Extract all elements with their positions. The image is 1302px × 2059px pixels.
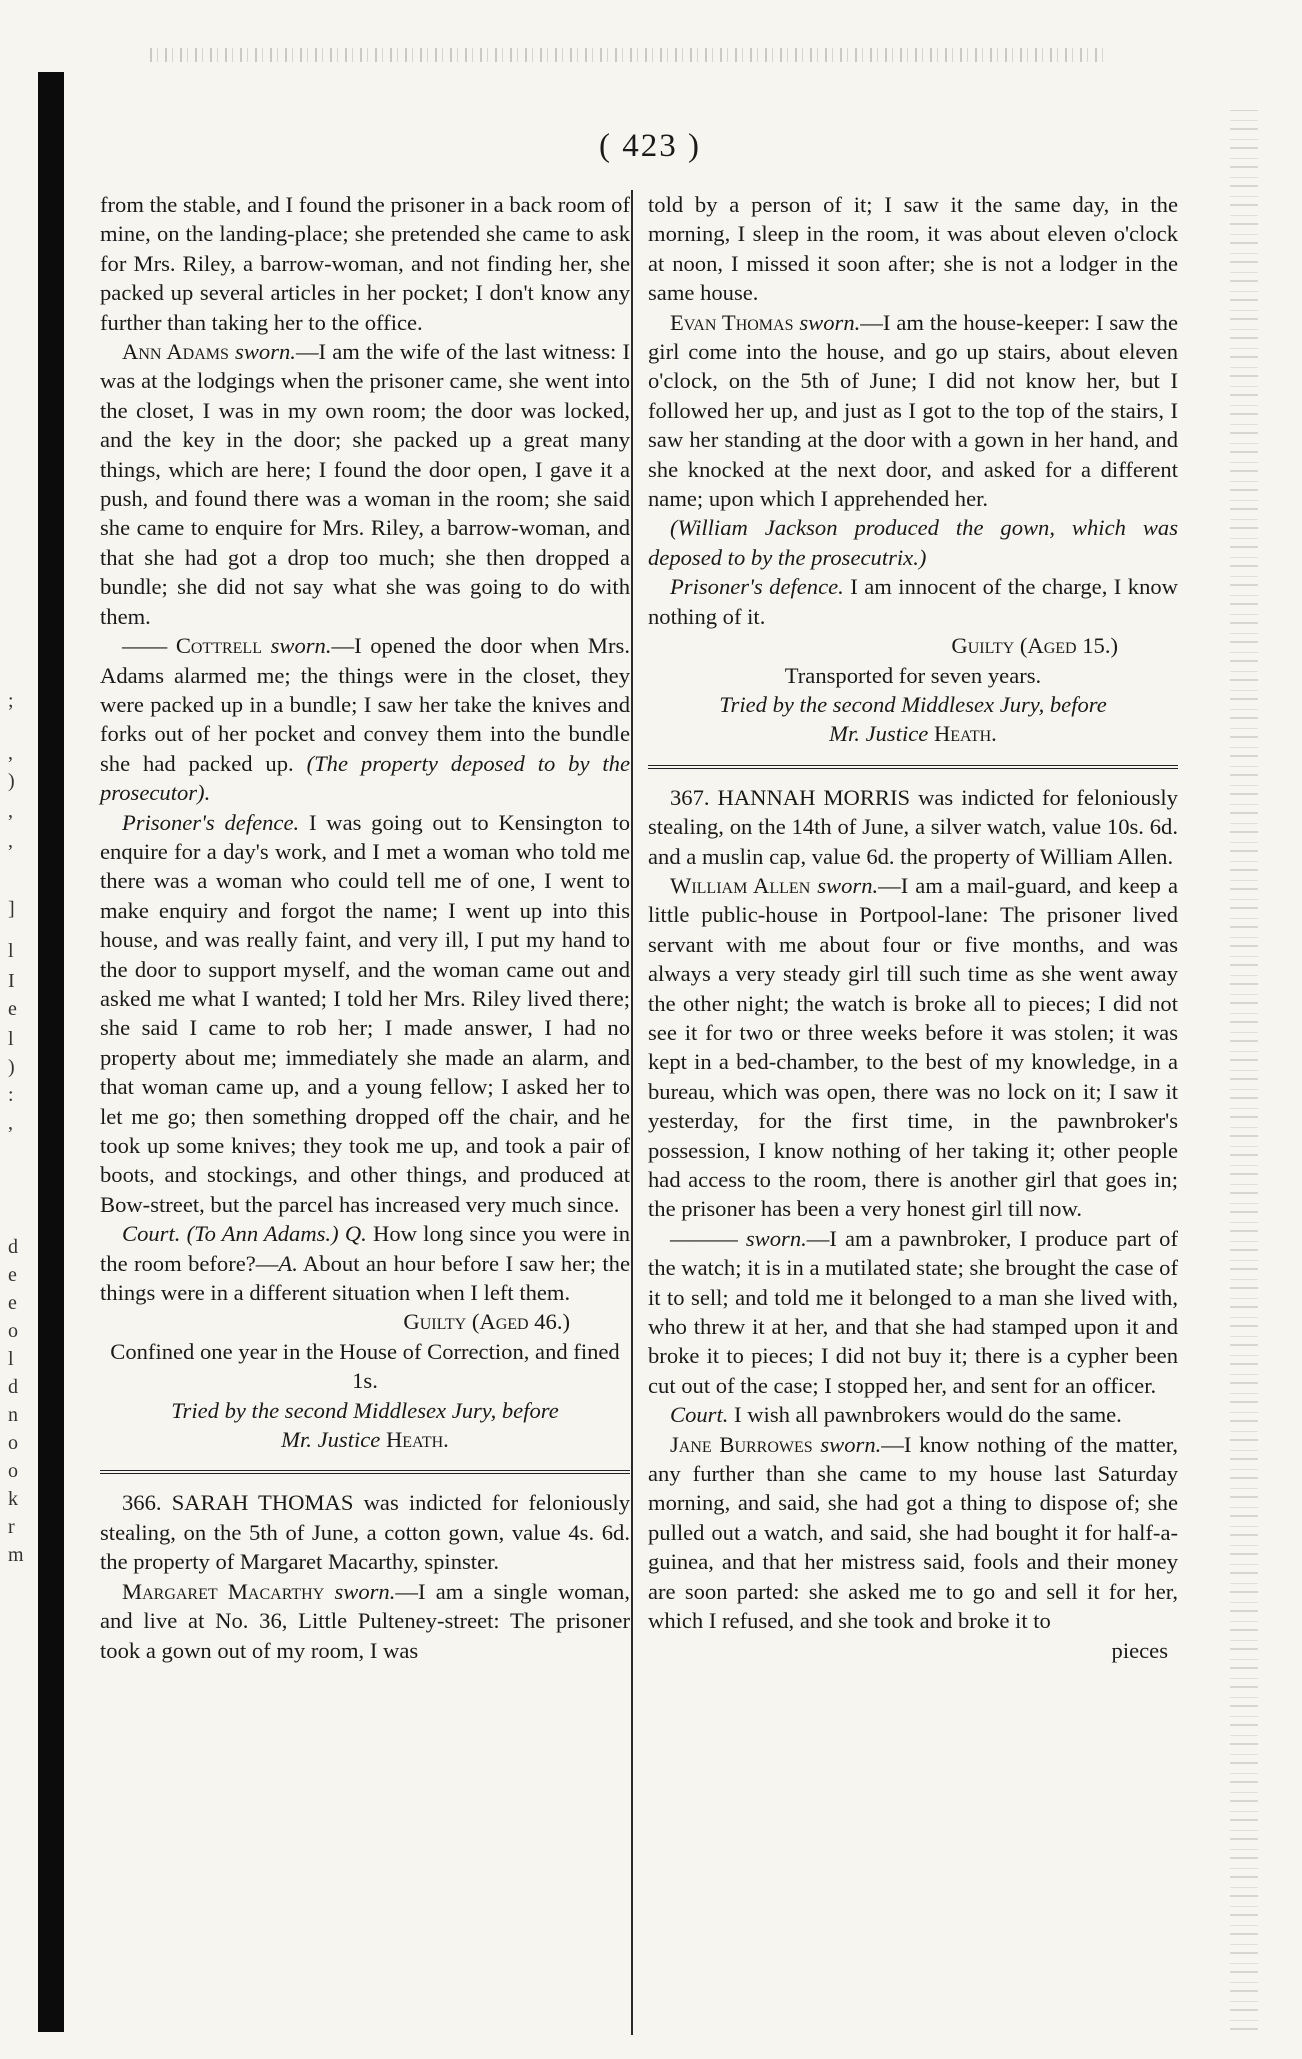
margin-fragment: , [8,800,13,822]
witness-name: Ann Adams [122,339,229,365]
judge-title: Mr. Justice [829,721,929,747]
court-remark [648,1400,1178,1429]
judge-name: Heath. [385,1427,449,1453]
sworn-label: sworn. [334,1578,396,1604]
indictment-text: was indicted for feloniously stealing, on the 5th of June, a cotton gown, value 4s. 6d. the property of Margaret Macarthy, spinster. [100,1490,630,1575]
testimony-pawnbroker [648,1224,1178,1400]
margin-fragment: l [8,1348,14,1370]
defence-label: Prisoner's defence. [670,574,844,600]
witness-name: Cottrell [175,633,262,659]
testimony-text: —I opened the door when Mrs. Adams alarmed me; the things were in the closet, they were packed up in a bundle; I saw her take the knives and forks out of her pocket and convey them into the bundle she had packed up. [100,633,630,776]
defendant-name: HANNAH MORRIS [717,784,911,810]
margin-fragment: o [8,1460,18,1482]
catchword: pieces [1111,1637,1168,1663]
witness-name: Evan Thomas [670,309,794,335]
margin-fragment: ] [8,898,15,920]
margin-fragment: m [8,1544,24,1566]
margin-fragment: , [8,1112,13,1134]
verdict: Guilty (Aged 46.) [403,1309,570,1335]
margin-fragment: , [8,830,13,852]
margin-fragment: d [8,1376,18,1398]
court-label: Court. (To Ann Adams.) Q. [122,1221,367,1247]
margin-fragment: ) [8,770,15,792]
sworn-label: sworn. [799,309,861,335]
paragraph: told by a person of it; I saw it the same day, in the morning, I sleep in the room, it was about eleven o'clock at noon, I missed it soon after; she is not a lodger in the same house. [648,192,1178,306]
case-number: 366. [122,1490,162,1516]
court-label: Court. [670,1402,729,1428]
margin-fragment: I [8,970,15,992]
sworn-label: sworn. [817,872,879,898]
testimony-evan-thomas [648,308,1178,514]
defence-text: I was going out to Kensington to enquire for a day's work, and I met a woman who told me there was a woman who could tell me of one, I went to make enquiry and forgot the name; I went up into this house, and was really faint, and very ill, I put my hand to the door to support myself, and the woman came out and asked me what I wanted; I told her Mrs. Riley lived there; she said I came to rob her; I made answer, I had no property about me; immediately she made an alarm, and that woman came up, and a young fellow; I asked her to let me go; then something dropped off the chair, and he took up some knives; they took me up, and took a pair of boots, and stockings, and other things, and produced at Bow-street, but the parcel has increased very much since. [100,809,631,1217]
case-367-heading [648,783,1178,871]
margin-fragment: n [8,1404,18,1426]
witness-name: Jane Burrowes [670,1431,813,1457]
defence-text: I am innocent of the charge, I know nothing of it. [648,574,1179,629]
column-divider [631,190,633,2035]
testimony-text: —I am the house-keeper: I saw the girl come into the house, and go up stairs, about eleven o'clock, on the 5th of June; I did not know her, but I followed her up, and just as I got to the top of the stairs, I saw her standing at the door with a gown in her hand, and she knocked at the next door, and asked for a different name; upon which I apprehended her. [648,309,1178,512]
margin-fragment: : [8,1084,14,1106]
margin-fragment: d [8,1236,18,1258]
dash-prefix: —— [122,633,176,659]
right-column [648,190,1178,1665]
margin-fragment: k [8,1488,18,1510]
margin-fragment: l [8,1028,14,1050]
testimony-cottrell [100,631,630,807]
margin-fragment: e [8,1292,17,1314]
testimony-margaret-macarthy [100,1577,630,1665]
testimony-text: —I am a single woman, and live at No. 36, Little Pulteney-street: The prisoner took a gown out of my room, I was [100,1578,630,1663]
tried-line: Tried by the second Middlesex Jury, before [171,1397,559,1423]
testimony-text: —I know nothing of the matter, any further than she came to my house last Saturday morning, and said, she had got a thing to dispose of; she pulled out a watch, and said, she had bought it for half-a-guinea, and that her mistress said, fools and their money are soon parted: she asked me to go and sell it for her, which I refused, and she took and broke it to [648,1431,1178,1634]
left-margin-bleed [0,0,36,2059]
tried-line: Tried by the second Middlesex Jury, before [719,691,1107,717]
testimony-ann-adams [100,337,630,631]
testimony-text: —I am the wife of the last witness: I was at the lodgings when the prisoner came, she went into the closet, I was in my own room; the door was locked, and the key in the door; she packed up a great many things, which are here; I found the door open, I gave it a push, and found there was a woman in the room; she said she came to enquire for Mrs. Riley, a barrow-woman, and that she had got a drop too much; she then dropped a bundle; she did not say what she was going to do with them. [100,339,630,629]
testimony-text: —I am a pawnbroker, I produce part of the watch; it is in a mutilated state; she brought the case of it to sell; and told me it belonged to a man she lived with, who threw it at her, and that she had stamped upon it and broke it to pieces; I did not buy it; there is a cypher been cut out of the case; I stopped her, and sent for an officer. [648,1225,1178,1398]
paragraph: from the stable, and I found the prisoner in a back room of mine, on the landing-place; she pretended she came to ask for Mrs. Riley, a barrow-woman, and not finding her, she packed up several articles in her pocket; I don't know any further than taking her to the office. [100,192,630,335]
margin-fragment: o [8,1320,18,1342]
answer-label: A. [278,1250,298,1276]
binding-shadow [38,72,64,2032]
judge-title: Mr. Justice [281,1427,381,1453]
sworn-label: sworn. [235,339,296,365]
page-number: ( 423 ) [599,128,701,164]
remark-text: I wish all pawnbrokers would do the same. [734,1402,1122,1428]
margin-fragment: o [8,1432,18,1454]
question-text: How long since you were in the room before?— [100,1221,630,1276]
answer-text: About an hour before I saw her; the things were in a different situation when I left them. [100,1250,630,1306]
testimony-jane-burrowes [648,1430,1178,1636]
stage-note: (William Jackson produced the gown, which was deposed to by the prosecutrix.) [648,515,1178,570]
witness-name: Margaret Macarthy [122,1578,325,1604]
sworn-label: sworn. [270,633,332,659]
judge-name: Heath. [933,721,997,747]
prisoner-defence [100,808,630,1220]
court-question [100,1219,630,1307]
case-number: 367. [670,784,710,810]
judge-line [100,1425,630,1454]
margin-fragment: e [8,1264,17,1286]
defence-label: Prisoner's defence. [122,809,300,835]
left-column [100,190,630,1665]
witness-name: William Allen [670,872,811,898]
indictment-text: was indicted for feloniously stealing, on the 14th of June, a silver watch, value 10s. 6d. and a muslin cap, value 6d. the property of William Allen. [648,784,1178,869]
margin-fragment: ) [8,1056,15,1078]
margin-fragment: r [8,1516,15,1538]
sentence: Transported for seven years. [784,662,1042,688]
margin-fragment: ; [8,690,14,712]
top-edge-bleed [150,48,1110,62]
testimony-text: —I am a mail-guard, and keep a little public-house in Portpool-lane: The prisoner lived servant with me about four or five months, and was always a very steady girl till such time as she went away the other night; the watch is broke all to pieces; I did not see it for two or three weeks before it was stolen; it was kept in a bed-chamber, to the best of my knowledge, in a bureau, which was open, there was no lock on it; I saw it yesterday, for the first time, in the pawnbroker's possession, I know nothing of her taking it; other people had access to the room, there is another girl that goes in; the prisoner has been a very honest girl till now. [648,872,1178,1222]
prisoner-defence [648,572,1178,631]
case-366-heading [100,1488,630,1576]
sworn-label: sworn. [745,1225,807,1251]
stage-note: (The property deposed to by the prosecutor). [100,750,631,806]
sentence: Confined one year in the House of Correction, and fined 1s. [110,1338,620,1394]
dash-prefix: ——— [670,1225,746,1251]
margin-fragment: l [8,940,14,962]
right-edge-bleed [1230,110,1258,2030]
case-separator [100,1470,630,1474]
margin-fragment: , [8,742,13,764]
verdict: Guilty (Aged 15.) [951,633,1118,659]
judge-line [648,719,1178,748]
margin-fragment: e [8,998,17,1020]
sworn-label: sworn. [820,1431,882,1457]
defendant-name: SARAH THOMAS [171,1490,354,1516]
testimony-william-allen [648,871,1178,1224]
case-separator [648,765,1178,769]
